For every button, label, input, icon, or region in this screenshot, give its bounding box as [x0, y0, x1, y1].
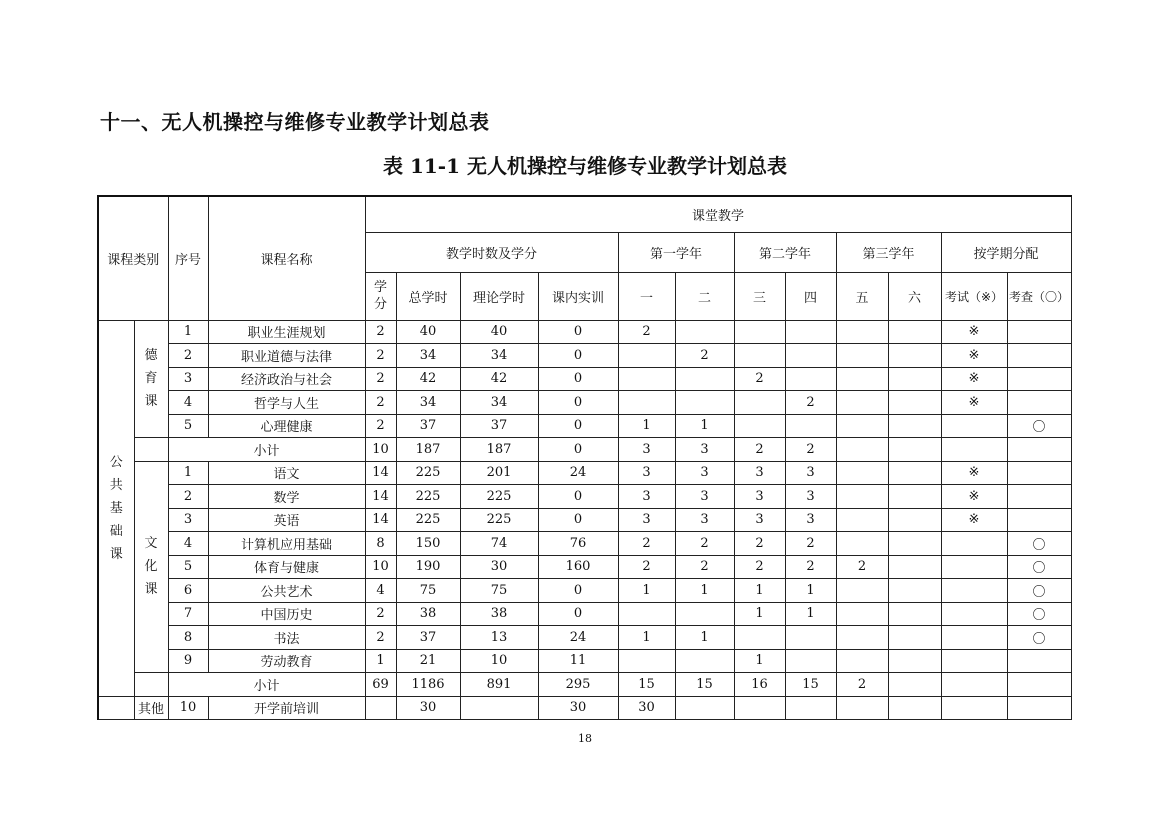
cell-s3: 1	[734, 649, 785, 673]
cell-exam: ※	[941, 461, 1007, 485]
cell-s4: 3	[785, 461, 836, 485]
subtotal-s1: 15	[618, 673, 675, 697]
table-row	[98, 579, 1071, 603]
subtotal-s5: 2	[836, 673, 888, 697]
cell-s2: 3	[675, 508, 734, 532]
cell-course-name: 开学前培训	[208, 696, 365, 720]
header-practice-hours: 课内实训	[538, 272, 618, 320]
header-term-assign: 按学期分配	[941, 232, 1071, 272]
cell-seq: 1	[168, 320, 208, 344]
cell-practice-hours: 0	[538, 414, 618, 438]
cell-s1: 3	[618, 461, 675, 485]
cell-theory-hours: 225	[460, 508, 538, 532]
cell-s6	[888, 602, 941, 626]
cell-check: 〇	[1007, 414, 1071, 438]
cell-total-hours: 190	[396, 555, 460, 579]
cell-total-hours: 37	[396, 414, 460, 438]
cell-s5	[836, 344, 888, 368]
cell-practice-hours: 11	[538, 649, 618, 673]
cell-s5	[836, 391, 888, 415]
cell-s5	[836, 649, 888, 673]
cell-s2: 2	[675, 344, 734, 368]
category-other-left	[98, 696, 134, 720]
cell-s6	[888, 626, 941, 650]
cell-exam: ※	[941, 367, 1007, 391]
cell-seq: 10	[168, 696, 208, 720]
cell-s4: 1	[785, 579, 836, 603]
cell-s2	[675, 320, 734, 344]
category-culture: 文 化 课	[134, 461, 168, 673]
cell-course-name: 计算机应用基础	[208, 532, 365, 556]
cell-exam	[941, 626, 1007, 650]
cell-check: 〇	[1007, 555, 1071, 579]
cell-s5	[836, 485, 888, 509]
header-course-name: 课程名称	[208, 196, 365, 320]
cell-s1: 2	[618, 555, 675, 579]
cell-s3	[734, 391, 785, 415]
cell-s2: 2	[675, 532, 734, 556]
table-row	[98, 344, 1071, 368]
cell-theory-hours: 42	[460, 367, 538, 391]
table-row	[98, 367, 1071, 391]
cell-s2	[675, 367, 734, 391]
header-check: 考查（〇）	[1007, 272, 1071, 320]
cell-course-name: 经济政治与社会	[208, 367, 365, 391]
cell-credit: 2	[365, 391, 396, 415]
cell-s5: 2	[836, 555, 888, 579]
cell-practice-hours: 30	[538, 696, 618, 720]
cell-course-name: 职业生涯规划	[208, 320, 365, 344]
cell-s3	[734, 414, 785, 438]
cell-credit: 1	[365, 649, 396, 673]
cell-s4: 3	[785, 485, 836, 509]
cell-exam: ※	[941, 508, 1007, 532]
cell-course-name: 中国历史	[208, 602, 365, 626]
cell-course-name: 心理健康	[208, 414, 365, 438]
cell-theory-hours: 38	[460, 602, 538, 626]
cell-course-name: 哲学与人生	[208, 391, 365, 415]
subtotal-s3: 16	[734, 673, 785, 697]
subtotal-check	[1007, 438, 1071, 462]
table-title: 表 11-1 无人机操控与维修专业教学计划总表	[383, 154, 787, 178]
cell-practice-hours: 0	[538, 485, 618, 509]
category-moral: 德 育 课	[134, 320, 168, 438]
subtotal-theory-hours: 891	[460, 673, 538, 697]
subtotal-practice-hours: 295	[538, 673, 618, 697]
cell-s5	[836, 367, 888, 391]
subtotal-s3: 2	[734, 438, 785, 462]
cell-check	[1007, 344, 1071, 368]
table-row	[98, 508, 1071, 532]
cell-s1: 2	[618, 320, 675, 344]
cell-s4	[785, 649, 836, 673]
category-other: 其他	[134, 696, 168, 720]
cell-check	[1007, 696, 1071, 720]
cell-s4	[785, 696, 836, 720]
cell-total-hours: 40	[396, 320, 460, 344]
cell-credit: 8	[365, 532, 396, 556]
cell-s6	[888, 485, 941, 509]
cell-s6	[888, 367, 941, 391]
cell-seq: 4	[168, 532, 208, 556]
cell-theory-hours: 37	[460, 414, 538, 438]
cell-s5	[836, 461, 888, 485]
cell-credit: 10	[365, 555, 396, 579]
subtotal-s1: 3	[618, 438, 675, 462]
cell-credit: 14	[365, 485, 396, 509]
cell-course-name: 公共艺术	[208, 579, 365, 603]
cell-exam	[941, 696, 1007, 720]
cell-s6	[888, 461, 941, 485]
subtotal-s2: 3	[675, 438, 734, 462]
table-row	[98, 555, 1071, 579]
cell-total-hours: 225	[396, 485, 460, 509]
cell-s6	[888, 391, 941, 415]
cell-credit: 14	[365, 461, 396, 485]
cell-s1: 2	[618, 532, 675, 556]
cell-seq: 1	[168, 461, 208, 485]
subtotal-credit: 69	[365, 673, 396, 697]
subtotal-total-hours: 187	[396, 438, 460, 462]
cell-total-hours: 34	[396, 391, 460, 415]
cell-s2: 3	[675, 461, 734, 485]
cell-theory-hours: 10	[460, 649, 538, 673]
subtotal-total-hours: 1186	[396, 673, 460, 697]
cell-s6	[888, 649, 941, 673]
cell-s2	[675, 649, 734, 673]
cell-s2	[675, 696, 734, 720]
cell-credit: 2	[365, 626, 396, 650]
cell-check	[1007, 461, 1071, 485]
table-row	[98, 532, 1071, 556]
cell-total-hours: 38	[396, 602, 460, 626]
header-year2: 第二学年	[734, 232, 836, 272]
cell-s4: 2	[785, 391, 836, 415]
cell-course-name: 劳动教育	[208, 649, 365, 673]
cell-s4	[785, 626, 836, 650]
subtotal-theory-hours: 187	[460, 438, 538, 462]
cell-s2	[675, 602, 734, 626]
cell-total-hours: 150	[396, 532, 460, 556]
section-heading: 十一、无人机操控与维修专业教学计划总表	[100, 110, 490, 134]
cell-exam: ※	[941, 344, 1007, 368]
cell-practice-hours: 0	[538, 367, 618, 391]
cell-practice-hours: 0	[538, 344, 618, 368]
cell-seq: 2	[168, 485, 208, 509]
cell-s1: 1	[618, 626, 675, 650]
cell-seq: 2	[168, 344, 208, 368]
header-semester-6: 六	[888, 272, 941, 320]
cell-exam	[941, 555, 1007, 579]
cell-theory-hours: 201	[460, 461, 538, 485]
cell-practice-hours: 0	[538, 508, 618, 532]
header-hours-credits: 教学时数及学分	[365, 232, 618, 272]
cell-s6	[888, 579, 941, 603]
cell-s3: 3	[734, 461, 785, 485]
cell-s1: 1	[618, 414, 675, 438]
header-classroom: 课堂教学	[365, 196, 1071, 232]
cell-s3	[734, 626, 785, 650]
cell-practice-hours: 0	[538, 579, 618, 603]
cell-s3: 2	[734, 367, 785, 391]
subtotal-label: 小计	[168, 438, 365, 462]
subtotal-check	[1007, 673, 1071, 697]
cell-s4: 2	[785, 555, 836, 579]
table-row	[98, 602, 1071, 626]
cell-check	[1007, 367, 1071, 391]
cell-course-name: 英语	[208, 508, 365, 532]
cell-s2: 3	[675, 485, 734, 509]
cell-seq: 8	[168, 626, 208, 650]
table-header	[98, 196, 1071, 320]
cell-credit: 2	[365, 344, 396, 368]
header-credit: 学 分	[365, 272, 396, 320]
cell-s4	[785, 414, 836, 438]
table-row	[98, 391, 1071, 415]
cell-s2	[675, 391, 734, 415]
cell-total-hours: 34	[396, 344, 460, 368]
cell-course-name: 语文	[208, 461, 365, 485]
header-semester-2: 二	[675, 272, 734, 320]
page-number: 18	[578, 732, 592, 745]
cell-s4	[785, 367, 836, 391]
cell-total-hours: 21	[396, 649, 460, 673]
cell-s5	[836, 626, 888, 650]
cell-s5	[836, 696, 888, 720]
cell-s2: 1	[675, 626, 734, 650]
category-moral-tail	[134, 438, 168, 462]
cell-theory-hours: 40	[460, 320, 538, 344]
cell-course-name: 体育与健康	[208, 555, 365, 579]
cell-s3: 3	[734, 508, 785, 532]
cell-seq: 3	[168, 508, 208, 532]
cell-check: 〇	[1007, 579, 1071, 603]
cell-exam	[941, 414, 1007, 438]
cell-theory-hours: 75	[460, 579, 538, 603]
cell-s1: 3	[618, 485, 675, 509]
cell-exam	[941, 602, 1007, 626]
subtotal-s6	[888, 673, 941, 697]
cell-seq: 9	[168, 649, 208, 673]
cell-s3: 2	[734, 555, 785, 579]
cell-s1: 30	[618, 696, 675, 720]
cell-s1	[618, 367, 675, 391]
cell-total-hours: 42	[396, 367, 460, 391]
header-seq: 序号	[168, 196, 208, 320]
cell-s6	[888, 555, 941, 579]
table-body	[98, 320, 1071, 720]
table-row	[98, 696, 1071, 720]
cell-check	[1007, 649, 1071, 673]
cell-credit	[365, 696, 396, 720]
cell-theory-hours: 74	[460, 532, 538, 556]
cell-seq: 5	[168, 414, 208, 438]
header-semester-5: 五	[836, 272, 888, 320]
cell-seq: 5	[168, 555, 208, 579]
cell-s5	[836, 579, 888, 603]
cell-exam: ※	[941, 320, 1007, 344]
cell-s1: 3	[618, 508, 675, 532]
cell-s4: 1	[785, 602, 836, 626]
cell-s4	[785, 344, 836, 368]
cell-s3	[734, 344, 785, 368]
cell-seq: 7	[168, 602, 208, 626]
subtotal-exam	[941, 673, 1007, 697]
cell-s3	[734, 320, 785, 344]
cell-practice-hours: 0	[538, 391, 618, 415]
cell-check: 〇	[1007, 626, 1071, 650]
cell-s5	[836, 320, 888, 344]
header-semester-1: 一	[618, 272, 675, 320]
cell-s1: 1	[618, 579, 675, 603]
cell-check	[1007, 391, 1071, 415]
cell-s4	[785, 320, 836, 344]
cell-s6	[888, 414, 941, 438]
cell-theory-hours	[460, 696, 538, 720]
teaching-plan-table	[97, 195, 1072, 720]
cell-theory-hours: 34	[460, 344, 538, 368]
header-total-hours: 总学时	[396, 272, 460, 320]
cell-s3: 3	[734, 485, 785, 509]
cell-s4: 3	[785, 508, 836, 532]
cell-s2: 1	[675, 579, 734, 603]
cell-exam	[941, 532, 1007, 556]
cell-total-hours: 37	[396, 626, 460, 650]
subtotal-s2: 15	[675, 673, 734, 697]
cell-credit: 2	[365, 602, 396, 626]
cell-course-name: 数学	[208, 485, 365, 509]
cell-total-hours: 225	[396, 461, 460, 485]
cell-s5	[836, 532, 888, 556]
cell-s3: 1	[734, 579, 785, 603]
header-semester-4: 四	[785, 272, 836, 320]
cell-s1	[618, 391, 675, 415]
header-exam: 考试（※）	[941, 272, 1007, 320]
header-year3: 第三学年	[836, 232, 941, 272]
cell-s3: 2	[734, 532, 785, 556]
cell-exam: ※	[941, 485, 1007, 509]
subtotal-row	[98, 438, 1071, 462]
cell-exam	[941, 649, 1007, 673]
cell-credit: 2	[365, 320, 396, 344]
cell-s3	[734, 696, 785, 720]
header-theory-hours: 理论学时	[460, 272, 538, 320]
cell-s6	[888, 696, 941, 720]
subtotal-row	[98, 673, 1071, 697]
cell-credit: 14	[365, 508, 396, 532]
cell-check	[1007, 508, 1071, 532]
table-row	[98, 320, 1071, 344]
table-row	[98, 414, 1071, 438]
subtotal-s4: 2	[785, 438, 836, 462]
cell-s1	[618, 649, 675, 673]
cell-s6	[888, 532, 941, 556]
cell-total-hours: 225	[396, 508, 460, 532]
header-year1: 第一学年	[618, 232, 734, 272]
cell-s3: 1	[734, 602, 785, 626]
cell-s6	[888, 320, 941, 344]
table-row	[98, 626, 1071, 650]
cell-check: 〇	[1007, 602, 1071, 626]
cell-check	[1007, 320, 1071, 344]
cell-check: 〇	[1007, 532, 1071, 556]
cell-s2: 2	[675, 555, 734, 579]
cell-s4: 2	[785, 532, 836, 556]
cell-course-name: 书法	[208, 626, 365, 650]
cell-credit: 2	[365, 414, 396, 438]
cell-credit: 2	[365, 367, 396, 391]
table-row	[98, 649, 1071, 673]
cell-s5	[836, 602, 888, 626]
cell-total-hours: 30	[396, 696, 460, 720]
table-row	[98, 485, 1071, 509]
cell-theory-hours: 34	[460, 391, 538, 415]
subtotal-s4: 15	[785, 673, 836, 697]
cell-practice-hours: 0	[538, 320, 618, 344]
category-public-basic: 公 共 基 础 课	[98, 320, 134, 696]
subtotal-s6	[888, 438, 941, 462]
cell-practice-hours: 24	[538, 461, 618, 485]
cell-s1	[618, 602, 675, 626]
subtotal-practice-hours: 0	[538, 438, 618, 462]
cell-s6	[888, 508, 941, 532]
cell-s6	[888, 344, 941, 368]
cell-course-name: 职业道德与法律	[208, 344, 365, 368]
category-culture-tail	[134, 673, 168, 697]
cell-theory-hours: 13	[460, 626, 538, 650]
cell-exam: ※	[941, 391, 1007, 415]
cell-practice-hours: 0	[538, 602, 618, 626]
subtotal-label: 小计	[168, 673, 365, 697]
cell-practice-hours: 76	[538, 532, 618, 556]
cell-theory-hours: 225	[460, 485, 538, 509]
cell-s5	[836, 414, 888, 438]
cell-total-hours: 75	[396, 579, 460, 603]
cell-practice-hours: 24	[538, 626, 618, 650]
cell-practice-hours: 160	[538, 555, 618, 579]
subtotal-exam	[941, 438, 1007, 462]
cell-s5	[836, 508, 888, 532]
cell-check	[1007, 485, 1071, 509]
header-semester-3: 三	[734, 272, 785, 320]
cell-theory-hours: 30	[460, 555, 538, 579]
header-category: 课程类别	[98, 196, 168, 320]
cell-seq: 4	[168, 391, 208, 415]
cell-exam	[941, 579, 1007, 603]
cell-seq: 6	[168, 579, 208, 603]
cell-s2: 1	[675, 414, 734, 438]
cell-credit: 4	[365, 579, 396, 603]
cell-seq: 3	[168, 367, 208, 391]
subtotal-s5	[836, 438, 888, 462]
subtotal-credit: 10	[365, 438, 396, 462]
cell-s1	[618, 344, 675, 368]
table-row	[98, 461, 1071, 485]
